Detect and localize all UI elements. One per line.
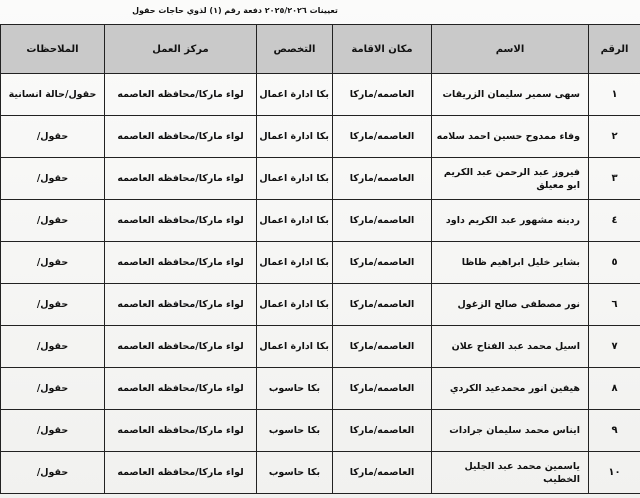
row-workplace: لواء ماركا/محافظه العاصمه: [105, 368, 257, 410]
row-notes: حقول/: [1, 368, 105, 410]
document-title: تعيينات ٢٠٢٥/٢٠٢٦ دفعة رقم (١) لذوي حاجات حقول: [132, 6, 338, 15]
row-number: ٩: [589, 410, 640, 452]
table-row: [1, 116, 640, 158]
row-name: سهى سمير سليمان الزريقات: [432, 74, 589, 116]
row-specialty: بكا ادارة اعمال: [257, 284, 333, 326]
row-residence: العاصمه/ماركا: [333, 242, 432, 284]
row-workplace: لواء ماركا/محافظه العاصمه: [105, 74, 257, 116]
row-name: نور مصطفى صالح الزغول: [432, 284, 589, 326]
row-workplace: لواء ماركا/محافظه العاصمه: [105, 116, 257, 158]
row-specialty: بكا حاسوب: [257, 410, 333, 452]
table-row: [1, 368, 640, 410]
row-specialty: بكا حاسوب: [257, 368, 333, 410]
row-residence: العاصمه/ماركا: [333, 452, 432, 494]
table-row: [1, 158, 640, 200]
table-row: [1, 452, 640, 494]
row-workplace: لواء ماركا/محافظه العاصمه: [105, 452, 257, 494]
row-notes: حقول/: [1, 326, 105, 368]
row-residence: العاصمه/ماركا: [333, 368, 432, 410]
table-header-row: [1, 25, 640, 74]
header-residence: مكان الاقامة: [333, 25, 432, 74]
row-name: هيفين انور محمدعيد الكردي: [432, 368, 589, 410]
row-notes: حقول/: [1, 410, 105, 452]
row-specialty: بكا ادارة اعمال: [257, 326, 333, 368]
row-residence: العاصمه/ماركا: [333, 284, 432, 326]
row-name: اسيل محمد عبد الفتاح علان: [432, 326, 589, 368]
row-notes: حقول/: [1, 452, 105, 494]
row-number: ٢: [589, 116, 640, 158]
row-residence: العاصمه/ماركا: [333, 158, 432, 200]
table-row: [1, 284, 640, 326]
row-number: ٤: [589, 200, 640, 242]
table-row: [1, 200, 640, 242]
table-row: [1, 74, 640, 116]
row-workplace: لواء ماركا/محافظه العاصمه: [105, 284, 257, 326]
row-residence: العاصمه/ماركا: [333, 74, 432, 116]
row-residence: العاصمه/ماركا: [333, 326, 432, 368]
row-name: وفاء ممدوح حسين احمد سلامه: [432, 116, 589, 158]
row-notes: حقول/: [1, 116, 105, 158]
header-workplace: مركز العمل: [105, 25, 257, 74]
row-number: ١: [589, 74, 640, 116]
row-specialty: بكا ادارة اعمال: [257, 200, 333, 242]
appointments-table: [0, 24, 640, 494]
row-number: ٨: [589, 368, 640, 410]
row-workplace: لواء ماركا/محافظه العاصمه: [105, 200, 257, 242]
row-name: بشاير خليل ابراهيم ظاظا: [432, 242, 589, 284]
row-number: ٥: [589, 242, 640, 284]
row-notes: حقول/: [1, 242, 105, 284]
table-row: [1, 326, 640, 368]
row-name: فيروز عبد الرحمن عبد الكريم ابو معيلق: [432, 158, 589, 200]
row-residence: العاصمه/ماركا: [333, 410, 432, 452]
row-notes: حقول/حالة انسانية: [1, 74, 105, 116]
row-name: ردينه مشهور عبد الكريم داود: [432, 200, 589, 242]
row-notes: حقول/: [1, 284, 105, 326]
header-specialty: التخصص: [257, 25, 333, 74]
row-specialty: بكا ادارة اعمال: [257, 242, 333, 284]
table-row: [1, 242, 640, 284]
row-specialty: بكا حاسوب: [257, 452, 333, 494]
row-number: ٣: [589, 158, 640, 200]
row-residence: العاصمه/ماركا: [333, 200, 432, 242]
row-name: ايناس محمد سليمان جرادات: [432, 410, 589, 452]
row-notes: حقول/: [1, 158, 105, 200]
row-workplace: لواء ماركا/محافظه العاصمه: [105, 242, 257, 284]
row-notes: حقول/: [1, 200, 105, 242]
row-number: ٦: [589, 284, 640, 326]
row-specialty: بكا ادارة اعمال: [257, 116, 333, 158]
table-row: [1, 410, 640, 452]
row-residence: العاصمه/ماركا: [333, 116, 432, 158]
row-number: ١٠: [589, 452, 640, 494]
header-name: الاسم: [432, 25, 589, 74]
row-workplace: لواء ماركا/محافظه العاصمه: [105, 410, 257, 452]
row-workplace: لواء ماركا/محافظه العاصمه: [105, 326, 257, 368]
row-name: ياسمين محمد عبد الجليل الخطيب: [432, 452, 589, 494]
row-specialty: بكا ادارة اعمال: [257, 158, 333, 200]
row-workplace: لواء ماركا/محافظه العاصمه: [105, 158, 257, 200]
row-number: ٧: [589, 326, 640, 368]
header-notes: الملاحظات: [1, 25, 105, 74]
row-specialty: بكا ادارة اعمال: [257, 74, 333, 116]
header-number: الرقم: [589, 25, 640, 74]
